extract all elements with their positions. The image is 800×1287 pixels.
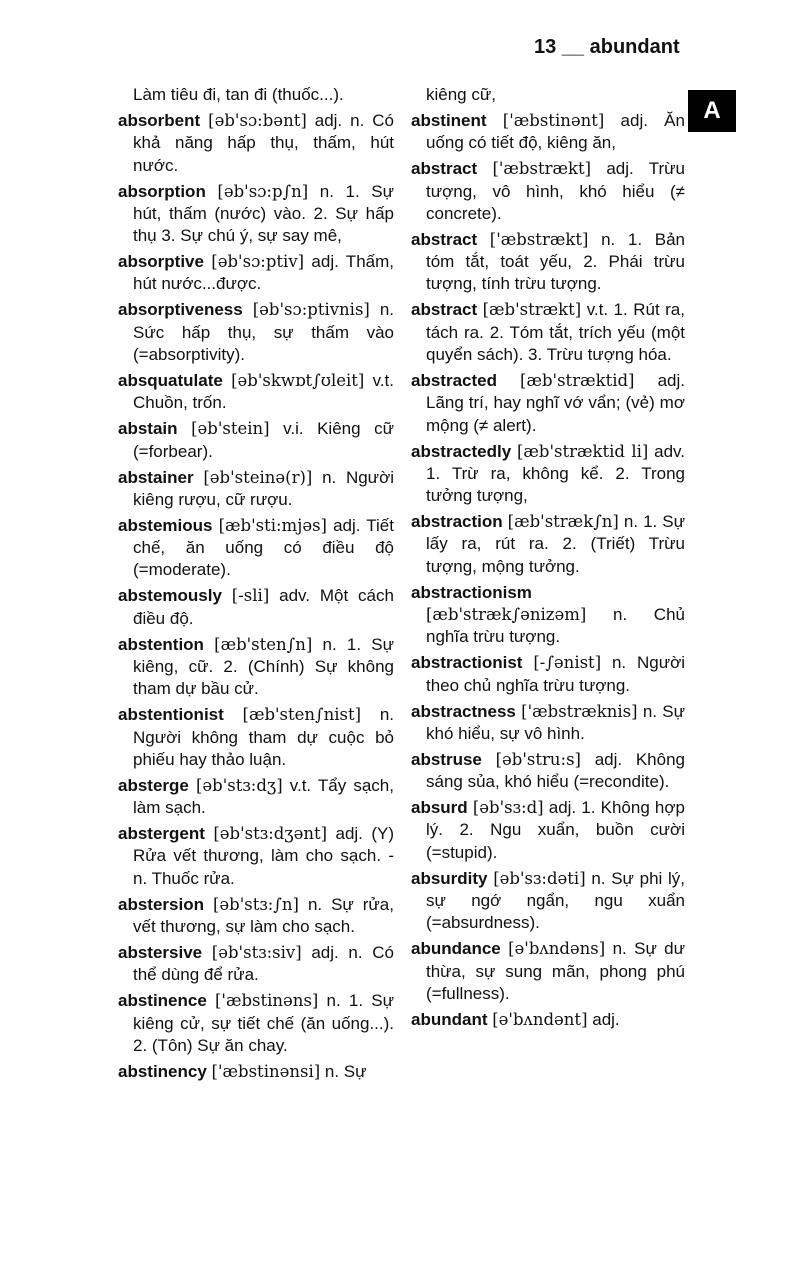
headword: abstractness: [411, 701, 516, 721]
headword: abstemious: [118, 515, 213, 535]
definition: adj. Lãng trí, hay nghĩ vớ vẩn; (vẻ) mơ mộng (≠ alert).: [426, 371, 685, 435]
headword: abstinence: [118, 991, 207, 1011]
pronunciation: [əb'stɜ:siv]: [211, 943, 302, 962]
pronunciation: ['æbstrækt]: [492, 159, 592, 179]
definition: n. 1. Sự lấy ra, rút ra. 2. (Triết) Trừu tượng, mộng tưởng.: [426, 512, 685, 576]
definition: n. Sự: [324, 1061, 367, 1081]
definition: n. Người theo chủ nghĩa trừu tượng.: [426, 653, 685, 695]
pronunciation: [æb'stræktid li]: [516, 441, 649, 461]
definition: adj. Trừu tượng, vô hình, khó hiểu (≠ concrete).: [426, 159, 685, 223]
dictionary-entry: [118, 110, 394, 177]
dictionary-entry: [411, 110, 685, 155]
headword: abstain: [118, 419, 178, 439]
dictionary-entry: [411, 652, 685, 697]
pronunciation: ['æbstinənsi]: [211, 1061, 321, 1081]
dictionary-entry: [411, 582, 685, 649]
pronunciation: ['æbstinəns]: [215, 991, 319, 1011]
pronunciation: [əb'sɜ:dəti]: [493, 868, 586, 888]
dictionary-entry: [411, 701, 685, 746]
headword: abstersive: [118, 943, 203, 962]
headword: absorptiveness: [118, 300, 243, 320]
dictionary-entry: [118, 704, 394, 771]
dictionary-entry: [411, 370, 685, 437]
dictionary-entry: [118, 370, 394, 415]
definition: n. 1. Sự kiêng, cữ. 2. (Chính) Sự không tham dự bầu cử.: [133, 634, 394, 699]
definition: n. Người không tham dự cuộc bỏ phiếu hay thảo luận.: [133, 705, 394, 769]
definition: n. Sự phi lý, sự ngớ ngẩn, ngu xuẩn (=absurdness).: [426, 868, 685, 933]
dictionary-entry: [411, 299, 685, 366]
definition: adj. Ăn uống có tiết độ, kiêng ăn,: [426, 110, 685, 153]
definition: n. 1. Sự hút, thấm (nước) vào. 2. Sự hấp thụ 3. Sự chú ý, sự say mê,: [133, 181, 394, 246]
headword: abstergent: [118, 824, 205, 844]
dictionary-entry: [411, 749, 685, 794]
pronunciation: [əb'stɜ:dʒənt]: [213, 824, 328, 844]
dictionary-entry: [118, 515, 394, 582]
dictionary-entry: [411, 797, 685, 864]
dictionary-entry: [118, 251, 394, 296]
dictionary-entry: [118, 585, 394, 630]
dictionary-entry: [118, 181, 394, 248]
definition: adj. Thấm, hút nước...được.: [133, 252, 394, 294]
definition: n. Sự dư thừa, sự sung mãn, phong phú (=fullness).: [426, 939, 685, 1003]
headword: abstinency: [118, 1061, 207, 1081]
dictionary-entry: [118, 418, 394, 463]
pronunciation: [-sli]: [231, 586, 270, 606]
running-header: [534, 36, 680, 59]
headword: abstersion: [118, 894, 204, 914]
pronunciation: [ə'bʌndənt]: [492, 1009, 588, 1029]
headword: abstractionism: [411, 582, 532, 602]
definition: n. Sự khó hiểu, sự vô hình.: [426, 701, 685, 743]
dictionary-entry: [118, 467, 394, 512]
headword: abstracted: [411, 371, 497, 390]
headword: abstract: [411, 159, 478, 179]
definition: adj. 1. Không hợp lý. 2. Ngu xuẩn, buồn cười (=stupid).: [426, 798, 685, 862]
dictionary-entry: [118, 990, 394, 1057]
entry-continuation: kiêng cữ,: [426, 85, 496, 104]
pronunciation: [əb'stɜ:∫n]: [212, 894, 299, 914]
definition: n. Sự rửa, vết thương, sự làm cho sạch.: [133, 894, 394, 937]
dictionary-entry: [118, 894, 394, 939]
headword: absorptive: [118, 252, 204, 272]
pronunciation: [æb'sten∫n]: [214, 634, 313, 654]
entry-continuation: Làm tiêu đi, tan đi (thuốc...).: [133, 85, 344, 104]
pronunciation: [æb'stræk∫n]: [507, 512, 619, 532]
headword: abstract: [411, 229, 478, 249]
definition: v.t. 1. Rút ra, tách ra. 2. Tóm tắt, trích yếu (một quyển sách). 3. Trừu tượng hóa.: [426, 300, 685, 365]
dictionary-entry: [411, 1009, 685, 1031]
dictionary-entry: [411, 511, 685, 578]
definition: adv. 1. Trừ ra, không kể. 2. Trong tưởng tượng,: [426, 441, 685, 506]
dictionary-entry: [411, 441, 685, 508]
definition: n. Sức hấp thụ, sự thấm vào (=absorptivity).: [133, 300, 394, 365]
headword: abstinent: [411, 110, 487, 130]
definition: adv. Một cách điều độ.: [133, 586, 394, 628]
headword: abstractedly: [411, 441, 512, 461]
page-number: 13: [534, 36, 557, 58]
definition: adj.: [592, 1009, 620, 1029]
definition: adj. Không sáng sủa, khó hiểu (=recondite).: [426, 749, 685, 792]
dictionary-entry: [118, 775, 394, 820]
dictionary-entry: [411, 229, 685, 296]
pronunciation: [æb'strækt]: [482, 300, 582, 320]
headword: abstract: [411, 300, 478, 320]
headword: absurdity: [411, 868, 488, 888]
dictionary-entry: [411, 868, 685, 935]
headword: abundant: [411, 1009, 488, 1029]
guide-word: abundant: [589, 36, 680, 58]
pronunciation: [əb'sɔ:ptiv]: [211, 252, 305, 272]
headword: absorption: [118, 181, 206, 201]
pronunciation: [æb'sten∫nist]: [242, 705, 362, 725]
pronunciation: ['æbstinənt]: [502, 110, 605, 130]
headword: absurd: [411, 798, 468, 818]
headword: abstention: [118, 634, 204, 654]
pronunciation: [əb'sɔ:p∫n]: [217, 181, 309, 201]
headword: abstruse: [411, 749, 482, 769]
definition: n. 1. Sự kiêng cử, sự tiết chế (ăn uống...). 2. (Tôn) Sự ăn chay.: [133, 991, 394, 1055]
headword: absquatulate: [118, 371, 223, 390]
pronunciation: [æb'stræk∫ənizəm]: [426, 605, 587, 625]
definition: v.t. Tẩy sạch, làm sạch.: [133, 775, 394, 818]
dictionary-entry: [118, 942, 394, 987]
pronunciation: [əb'stɜ:dʒ]: [195, 775, 283, 795]
pronunciation: [-∫ənist]: [533, 653, 602, 673]
pronunciation: [əb'sɔ:bənt]: [208, 110, 307, 130]
right-column: [411, 84, 685, 1035]
dictionary-entry: [118, 1061, 394, 1083]
headword: abstainer: [118, 467, 194, 487]
pronunciation: [əb'steinə(r)]: [203, 467, 313, 487]
definition: n. Chủ nghĩa trừu tượng.: [426, 605, 685, 647]
pronunciation: ['æbstræknis]: [521, 701, 638, 721]
definition: adj. n. Có thể dùng để rửa.: [133, 943, 394, 985]
pronunciation: [əb'sɔ:ptivnis]: [252, 300, 370, 320]
pronunciation: ['æbstrækt]: [489, 229, 589, 249]
pronunciation: [əb'skwɒt∫ʊleit]: [231, 371, 365, 390]
definition: v.i. Kiêng cữ (=forbear).: [133, 419, 394, 461]
headword: abstractionist: [411, 653, 523, 673]
left-column: [118, 84, 394, 1087]
header-separator: __: [561, 36, 585, 58]
dictionary-entry: [411, 158, 685, 225]
definition: v.t. Chuồn, trốn.: [133, 371, 394, 413]
headword: abundance: [411, 939, 501, 959]
dictionary-entry: [118, 634, 394, 701]
headword: abstemously: [118, 586, 222, 606]
definition: n. 1. Bản tóm tắt, toát yếu, 2. Phái trừu tượng, tính trừu tượng.: [426, 229, 685, 294]
pronunciation: [æb'stræktid]: [520, 371, 635, 390]
letter-tab: A: [688, 90, 736, 132]
dictionary-entry: [118, 823, 394, 890]
definition: adj. (Y) Rửa vết thương, làm cho sạch. - n. Thuốc rửa.: [133, 824, 394, 888]
headword: absterge: [118, 775, 189, 795]
definition: adj. Tiết chế, ăn uống có điều độ (=moderate).: [133, 515, 394, 580]
pronunciation: [ə'bʌndəns]: [508, 939, 606, 959]
headword: absorbent: [118, 110, 201, 130]
dictionary-entry: [118, 299, 394, 366]
pronunciation: [əb'sɜ:d]: [472, 798, 544, 818]
definition: adj. n. Có khả năng hấp thụ, thấm, hút nước.: [133, 110, 395, 175]
dictionary-entry: [411, 938, 685, 1005]
pronunciation: [əb'stru:s]: [495, 749, 581, 769]
definition: n. Người kiêng rượu, cữ rượu.: [133, 467, 394, 509]
pronunciation: [æb'sti:mjəs]: [218, 515, 327, 535]
headword: abstraction: [411, 512, 503, 532]
pronunciation: [əb'stein]: [191, 419, 270, 439]
headword: abstentionist: [118, 705, 224, 725]
